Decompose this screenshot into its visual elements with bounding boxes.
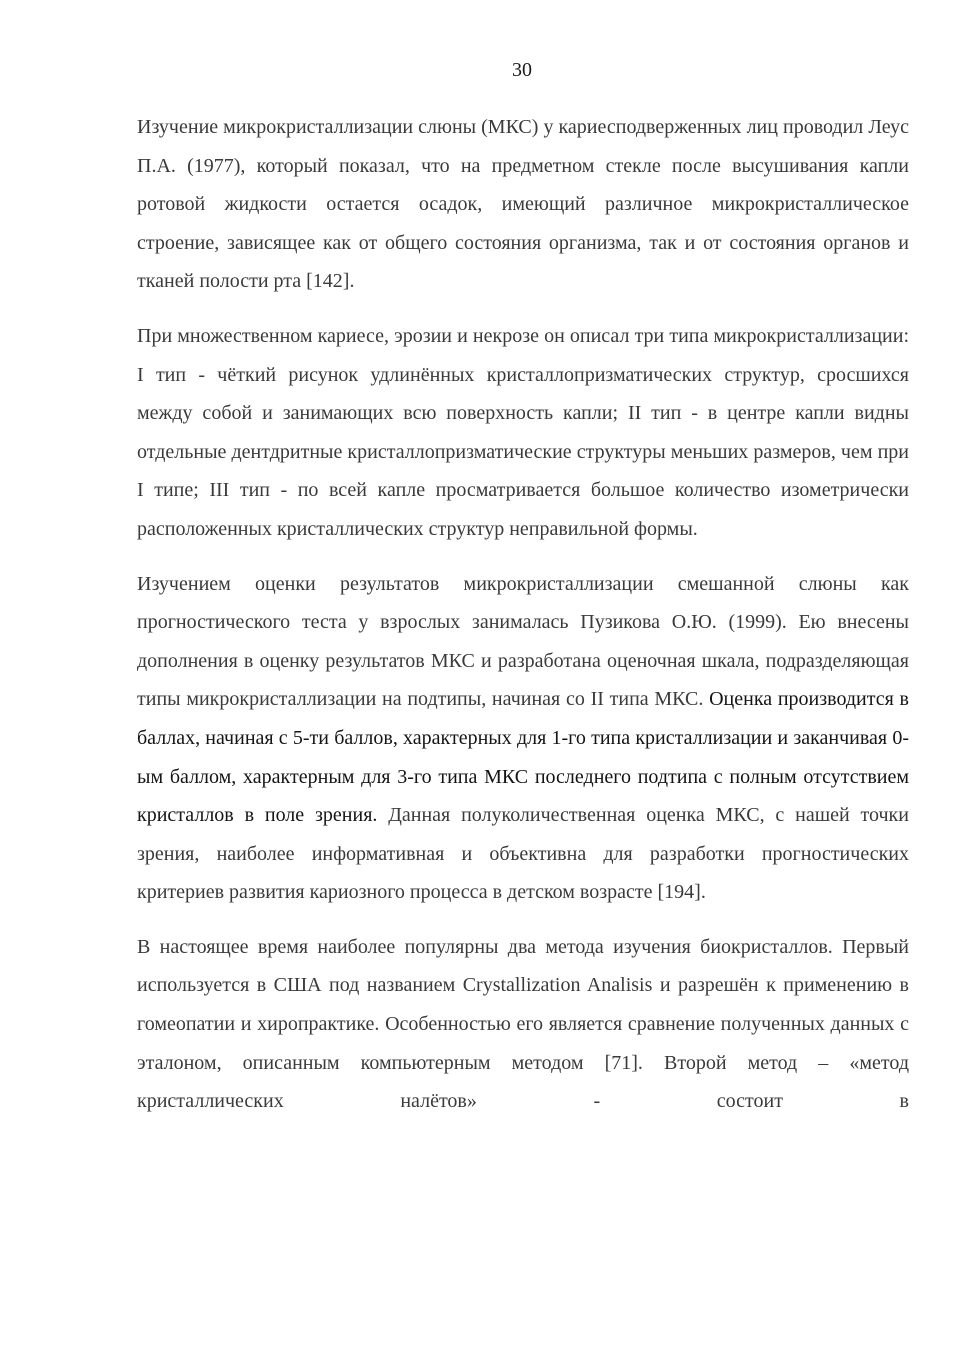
paragraph-puzikova-part3: Данная полуколичественная оценка МКС, с нашей точки зрения, наиболее информативная и объективна для разработки прогностических критериев развития кариозного процесса в детском возрасте [194]. bbox=[137, 804, 909, 904]
paragraph-crystallization-types: При множественном кариесе, эрозии и некрозе он описал три типа микрокристаллизации: I тип - чёткий рисунок удлинённых кристаллопризматических структур, сросшихся между собой и занимающих всю поверхность капли; II тип - в центре капли видны отдельные дентдритные кристаллопризматические структуры меньших размеров, чем при I типе; III тип - по всей капле просматривается большое количество изометрически расположенных кристаллических структур неправильной формы. bbox=[137, 324, 909, 540]
paragraph-saliva-microcrystallization: Изучение микрокристаллизации слюны (МКС) у кариесподверженных лиц проводил Леус П.А. (1977), который показал, что на предметном стекле после высушивания капли ротовой жидкости остается осадок, имеющий различное микрокристаллическое строение, зависящее как от общего состояния организма, так и от состояния органов и тканей полости рта [142]. bbox=[137, 116, 909, 293]
document-body bbox=[137, 108, 909, 1137]
paragraph-puzikova-scale bbox=[137, 565, 909, 912]
page-number: 30 bbox=[512, 59, 532, 81]
paragraph-biocrystal-methods: В настоящее время наиболее популярны два метода изучения биокристаллов. Первый используется в США под названием Crystallization Analisis и разрешён к применению в гомеопатии и хиропрактике. Особенностью его является сравнение полученных данных с эталоном, описанным компьютерным методом [71]. Второй метод – «метод кристаллических налётов» - состоит в bbox=[137, 935, 909, 1113]
paragraph-puzikova-scoring: Оценка производится в баллах, начиная с 5-ти баллов, характерных для 1-го типа кристаллизации и заканчивая 0-ым баллом, характерным для 3-го типа МКС последнего подтипа с полным отсутствием кристаллов в поле зрения. bbox=[137, 688, 909, 827]
paragraph-puzikova-part1: Изучением оценки результатов микрокристаллизации смешанной слюны как прогностического теста у взрослых занималась Пузикова О.Ю. (1999). Ею внесены дополнения в оценку результатов МКС и разработана оценочная шкала, подразделяющая типы микрокристаллизации на подтипы, начиная со II типа МКС. bbox=[137, 572, 909, 711]
